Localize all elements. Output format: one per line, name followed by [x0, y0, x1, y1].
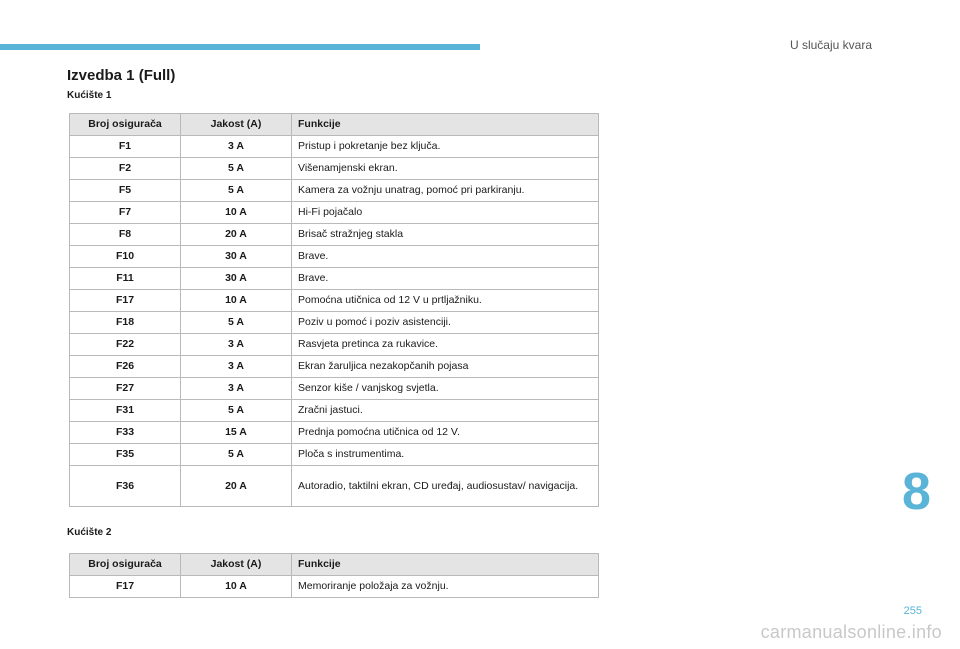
table-header-row — [70, 554, 599, 576]
fuse-function: Brave. — [292, 246, 599, 268]
table-row — [70, 422, 599, 444]
fuse-number: F26 — [70, 356, 181, 378]
fuse-function: Rasvjeta pretinca za rukavice. — [292, 334, 599, 356]
fuse-amperage: 15 A — [181, 422, 292, 444]
fuse-number: F11 — [70, 268, 181, 290]
fuse-amperage: 5 A — [181, 312, 292, 334]
column-header-amperage: Jakost (A) — [181, 114, 292, 136]
fuse-function: Pomoćna utičnica od 12 V u prtljažniku. — [292, 290, 599, 312]
header-title: U slučaju kvara — [789, 38, 872, 52]
fuse-amperage: 5 A — [181, 180, 292, 202]
page-number: 255 — [903, 605, 922, 617]
column-header-amperage: Jakost (A) — [181, 554, 292, 576]
fuse-amperage: 5 A — [181, 158, 292, 180]
fuse-number: F10 — [70, 246, 181, 268]
table-row — [70, 444, 599, 466]
table-row — [70, 180, 599, 202]
section-title: Izvedba 1 (Full) — [67, 67, 176, 84]
fuse-amperage: 10 A — [181, 202, 292, 224]
fuse-number: F1 — [70, 136, 181, 158]
table-row — [70, 268, 599, 290]
fuse-number: F17 — [70, 290, 181, 312]
column-header-functions: Funkcije — [292, 114, 599, 136]
fuse-number: F22 — [70, 334, 181, 356]
column-header-fuse-number: Broj osigurača — [70, 114, 181, 136]
watermark: carmanualsonline.info — [760, 622, 942, 642]
fuse-amperage: 30 A — [181, 268, 292, 290]
table-row — [70, 290, 599, 312]
fuse-function: Višenamjenski ekran. — [292, 158, 599, 180]
fuse-amperage: 20 A — [181, 224, 292, 246]
fuse-number: F18 — [70, 312, 181, 334]
fuse-function: Senzor kiše / vanjskog svjetla. — [292, 378, 599, 400]
header-accent-bar — [0, 44, 480, 50]
fuse-number: F8 — [70, 224, 181, 246]
fuse-number: F36 — [70, 466, 181, 507]
fuse-function: Poziv u pomoć i poziv asistenciji. — [292, 312, 599, 334]
fuse-function: Pristup i pokretanje bez ključa. — [292, 136, 599, 158]
table-row — [70, 158, 599, 180]
table-row — [70, 312, 599, 334]
fuse-function: Hi-Fi pojačalo — [292, 202, 599, 224]
fuse-function: Memoriranje položaja za vožnju. — [292, 576, 599, 598]
chapter-number: 8 — [902, 463, 931, 521]
table-row — [70, 400, 599, 422]
fuse-number: F17 — [70, 576, 181, 598]
table-row — [70, 224, 599, 246]
fuse-function: Prednja pomoćna utičnica od 12 V. — [292, 422, 599, 444]
fuse-amperage: 10 A — [181, 576, 292, 598]
fuse-number: F33 — [70, 422, 181, 444]
fuse-amperage: 20 A — [181, 466, 292, 507]
fuse-function: Ploča s instrumentima. — [292, 444, 599, 466]
fuse-number: F7 — [70, 202, 181, 224]
table-row — [70, 334, 599, 356]
fuse-amperage: 3 A — [181, 334, 292, 356]
fuse-amperage: 10 A — [181, 290, 292, 312]
fuse-function: Zračni jastuci. — [292, 400, 599, 422]
fuse-number: F5 — [70, 180, 181, 202]
fuse-table-box2 — [69, 553, 599, 598]
fuse-function: Autoradio, taktilni ekran, CD uređaj, audiosustav/ navigacija. — [292, 466, 599, 507]
table-row — [70, 576, 599, 598]
fuse-function: Kamera za vožnju unatrag, pomoć pri parkiranju. — [292, 180, 599, 202]
fuse-amperage: 3 A — [181, 378, 292, 400]
fuse-amperage: 3 A — [181, 356, 292, 378]
fuse-amperage: 5 A — [181, 400, 292, 422]
chapter-tab — [890, 448, 960, 536]
fuse-function: Brave. — [292, 268, 599, 290]
box2-title: Kućište 2 — [67, 527, 112, 538]
box1-title: Kućište 1 — [67, 90, 112, 101]
fuse-amperage: 30 A — [181, 246, 292, 268]
table-row — [70, 378, 599, 400]
fuse-number: F35 — [70, 444, 181, 466]
fuse-function: Ekran žaruljica nezakopčanih pojasa — [292, 356, 599, 378]
table-row — [70, 202, 599, 224]
fuse-function: Brisač stražnjeg stakla — [292, 224, 599, 246]
column-header-functions: Funkcije — [292, 554, 599, 576]
column-header-fuse-number: Broj osigurača — [70, 554, 181, 576]
fuse-number: F27 — [70, 378, 181, 400]
fuse-number: F2 — [70, 158, 181, 180]
table-row — [70, 466, 599, 507]
fuse-amperage: 3 A — [181, 136, 292, 158]
table-row — [70, 356, 599, 378]
table-row — [70, 246, 599, 268]
fuse-amperage: 5 A — [181, 444, 292, 466]
table-row — [70, 136, 599, 158]
fuse-table-box1 — [69, 113, 599, 507]
fuse-number: F31 — [70, 400, 181, 422]
table-header-row — [70, 114, 599, 136]
